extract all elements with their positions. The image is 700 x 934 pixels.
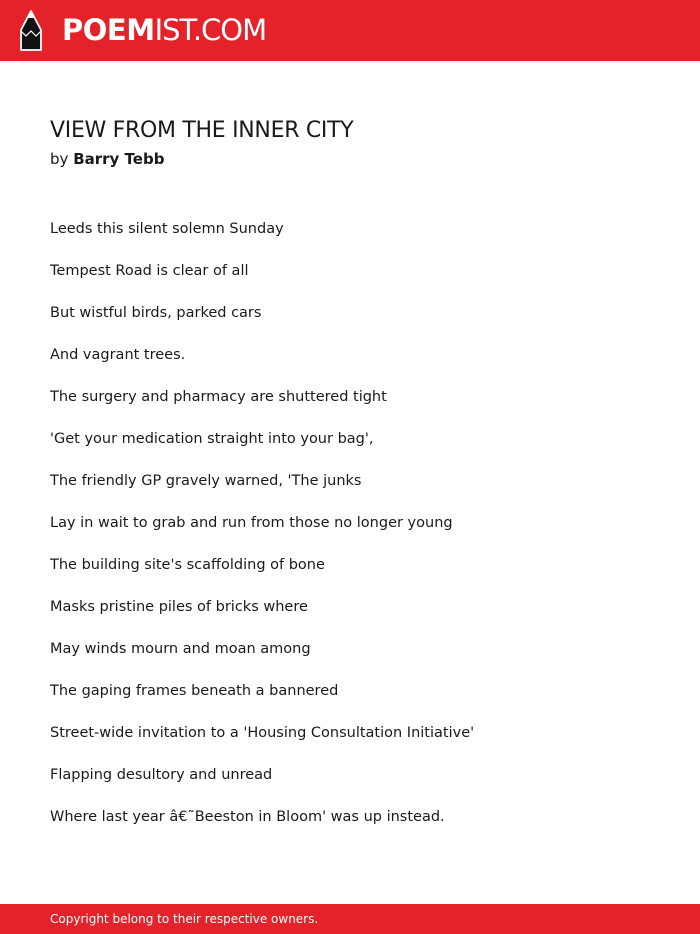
byline — [50, 149, 164, 169]
poem-line: 'Get your medication straight into your bag', — [50, 431, 374, 447]
poem-body — [50, 217, 474, 847]
poem-line: The friendly GP gravely warned, 'The junks — [50, 473, 362, 489]
poem-line: Leeds this silent solemn Sunday — [50, 221, 284, 237]
author-name: Barry Tebb — [73, 150, 165, 168]
poem-line: But wistful birds, parked cars — [50, 305, 262, 321]
site-logo[interactable] — [62, 13, 266, 47]
poem-line: May winds mourn and moan among — [50, 641, 311, 657]
logo-bold-text: POEM — [62, 13, 155, 47]
logo-light-text: IST.COM — [154, 13, 267, 47]
poem-title: VIEW FROM THE INNER CITY — [50, 118, 354, 143]
poem-line: The building site's scaffolding of bone — [50, 557, 325, 573]
poem-line: Where last year â€˜Beeston in Bloom' was up instead. — [50, 809, 445, 825]
poem-line: The surgery and pharmacy are shuttered tight — [50, 389, 387, 405]
by-label: by — [50, 150, 69, 168]
poem-line: And vagrant trees. — [50, 347, 186, 363]
poem-line: Masks pristine piles of bricks where — [50, 599, 308, 615]
poem-line: Tempest Road is clear of all — [50, 263, 249, 279]
site-footer — [0, 904, 700, 934]
site-header — [0, 0, 700, 61]
poem-line: Flapping desultory and unread — [50, 767, 273, 783]
poem-line: Street-wide invitation to a 'Housing Consultation Initiative' — [50, 725, 475, 741]
copyright-text: Copyright belong to their respective owners. — [50, 912, 319, 926]
poem-line: The gaping frames beneath a bannered — [50, 683, 339, 699]
pencil-icon — [18, 10, 44, 52]
poem-line: Lay in wait to grab and run from those no longer young — [50, 515, 453, 531]
